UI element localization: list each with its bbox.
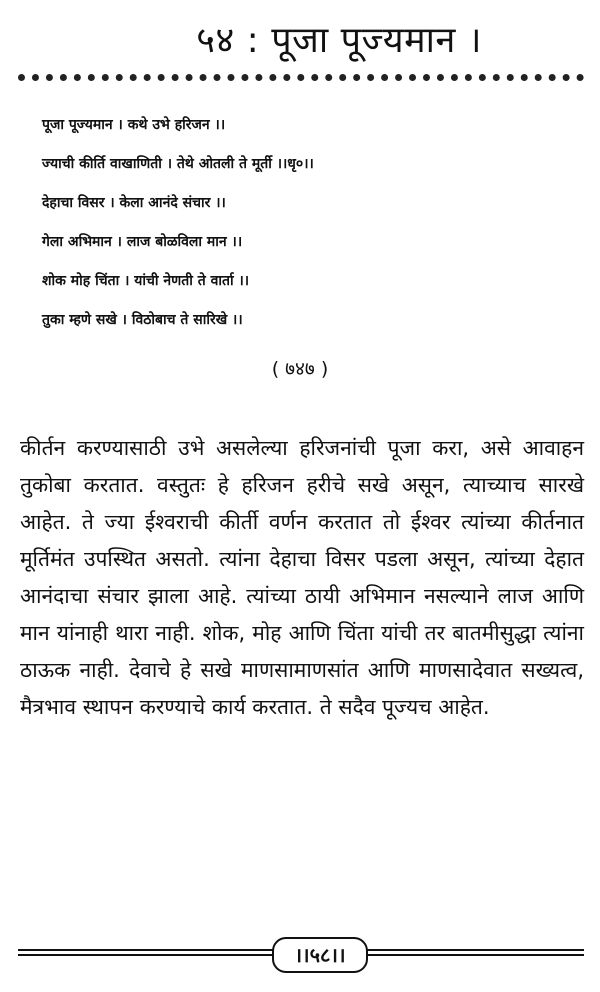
abhang-verse [42,106,592,340]
verse-line: शोक मोह चिंता । यांची नेणती ते वार्ता ।। [42,273,250,289]
verse-line: गेला अभिमान । लाज बोळविला मान ।। [42,234,243,250]
commentary-paragraph: कीर्तन करण्यासाठी उभे असलेल्या हरिजनांची पूजा करा, असे आवाहन तुकोबा करतात. वस्तुतः हे हरिजन हरीचे सखे असून, त्याच्याच सारखे आहेत. ते ज्या ईश्वराची कीर्ती वर्णन करतात तो ईश्वर त्यांच्या कीर्तनात मूर्तिमंत उपस्थित असतो. त्यांना देहाचा विसर पडला असून, त्यांच्या देहात आनंदाचा संचार झाला आहे. त्यांच्या ठायी अभिमान नसल्याने लाज आणि मान यांनाही थारा नाही. शोक, मोह आणि चिंता यांची तर बातमीसुद्धा त्यांना ठाऊक नाही. देवाचे हे सखे माणसामाणसांत आणि माणसादेवात सख्यत्व, मैत्रभाव स्थापन करण्याचे कार्य करतात. ते सदैव पूज्यच आहेत. [20,436,584,719]
verse-line: देहाचा विसर । केला आनंदे संचार ।। [42,195,226,211]
page-number: ।।५८।। [272,937,368,973]
verse-number: ( ७४७ ) [271,358,329,380]
page-footer [18,943,584,967]
verse-line: पूजा पूज्यमान । कथे उभे हरिजन ।। [42,117,226,133]
dotted-divider [18,74,584,81]
verse-line: तुका म्हणे सखे । विठोबाच ते सारिखे ।। [42,312,243,328]
page-title: ५४ : पूजा पूज्यमान । [196,20,482,61]
verse-line: ज्याची कीर्ति वाखाणिती । तेथे ओतली ते मूर्ती ।।धृ०।। [42,156,314,172]
